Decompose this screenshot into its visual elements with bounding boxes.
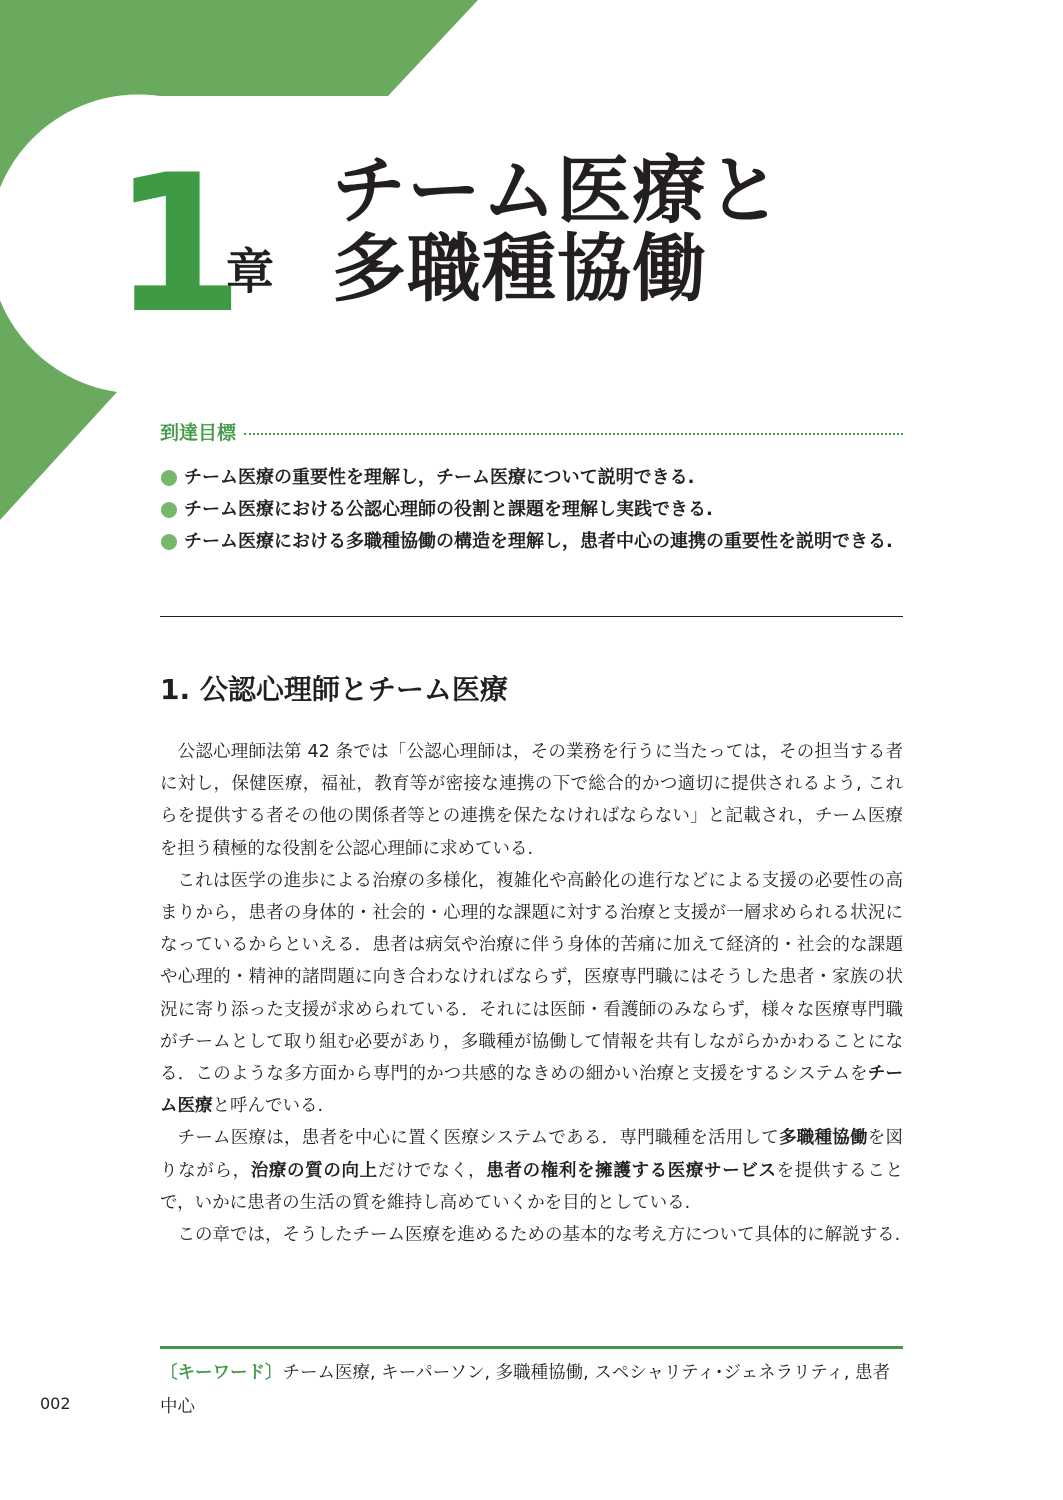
paragraph-2 (160, 865, 903, 1123)
bullet-icon (161, 534, 177, 550)
keywords-label: 〔キーワード〕 (160, 1363, 283, 1383)
goals-list (160, 462, 905, 558)
paragraph-2-text-b: と呼んでいる. (212, 1096, 324, 1117)
goals-header (160, 418, 903, 445)
chapter-suffix: 章 (226, 244, 275, 300)
chapter-number: 1 (112, 134, 239, 355)
paragraph-3-text-d: を提供することで，いかに患者の生活の質を維持し高めていくかを目的としている. (160, 1160, 904, 1213)
chapter-title (332, 148, 782, 312)
paragraph-2-text-a: これは医学の進歩による治療の多様化，複雑化や高齢化の進行などによる支援の必要性の高まりから，患者の身体的・社会的・心理的な課題に対する治療と支援が一層求められる状況になっているからといえる．患者は病気や治療に伴う身体的苦痛に加えて経済的・社会的な課題や心理的・精神的諸問題に向き合わなければならず，医療専門職にはそうした患者・家族の状況に寄り添った支援が求められている．それには医師・看護師のみならず，様々な医療専門職がチームとして取り組む必要があり，多職種が協働して情報を共有しながらかかわることになる．このような多方面から専門的かつ共感的なきめの細かい治療と支援をするシステムを (160, 870, 903, 1085)
paragraph-3 (160, 1122, 903, 1219)
term-quality: 治療の質の向上 (250, 1160, 378, 1181)
paragraph-3-text-b: を図りながら， (160, 1128, 904, 1181)
keywords-text: チーム医療, キーパーソン, 多職種協働, スペシャリティ･ジェネラリティ, 患者中心 (160, 1363, 890, 1417)
goal-text: チーム医療における多職種協働の構造を理解し，患者中心の連携の重要性を説明できる. (184, 531, 893, 552)
chapter-title-line2: 多職種協働 (332, 226, 707, 312)
goal-text: チーム医療における公認心理師の役割と課題を理解し実践できる. (184, 499, 713, 520)
body-text (160, 736, 903, 1251)
term-collaboration: 多職種協働 (779, 1128, 868, 1149)
goal-item (160, 526, 905, 558)
dotted-leader (244, 433, 903, 435)
paragraph-1: 公認心理師法第 42 条では「公認心理師は，その業務を行うに当たっては，その担当する者に対し，保健医療，福祉，教育等が密接な連携の下で総合的かつ適切に提供されるよう, これらを提供する者その他の関係者等との連携を保たなければならない」と記載され，チーム医療を担う積極的な役割を公認心理師に求めている. (160, 742, 903, 859)
paragraph-3-text-a: チーム医療は，患者を中心に置く医療システムである．専門職種を活用して (177, 1128, 780, 1149)
paragraph-4: この章では，そうしたチーム医療を進めるための基本的な考え方について具体的に解説する. (177, 1225, 901, 1246)
goal-item (160, 462, 905, 494)
chapter-title-line1: チーム医療と (332, 148, 782, 234)
goals-label: 到達目標 (160, 422, 237, 444)
bullet-icon (161, 470, 177, 486)
paragraph-3-text-c: だけでなく， (377, 1160, 487, 1181)
keywords (160, 1356, 903, 1424)
goal-text: チーム医療の重要性を理解し，チーム医療について説明できる. (184, 467, 695, 488)
section-divider (160, 616, 903, 617)
bullet-icon (161, 502, 177, 518)
term-patient-rights: 患者の権利を擁護する医療サービス (486, 1160, 777, 1181)
page-number: 002 (40, 1394, 71, 1413)
goal-item (160, 494, 905, 526)
keywords-rule (160, 1346, 903, 1349)
section-title: 1. 公認心理師とチーム医療 (160, 673, 508, 706)
term-team-medicine: チーム医療 (160, 1064, 904, 1117)
